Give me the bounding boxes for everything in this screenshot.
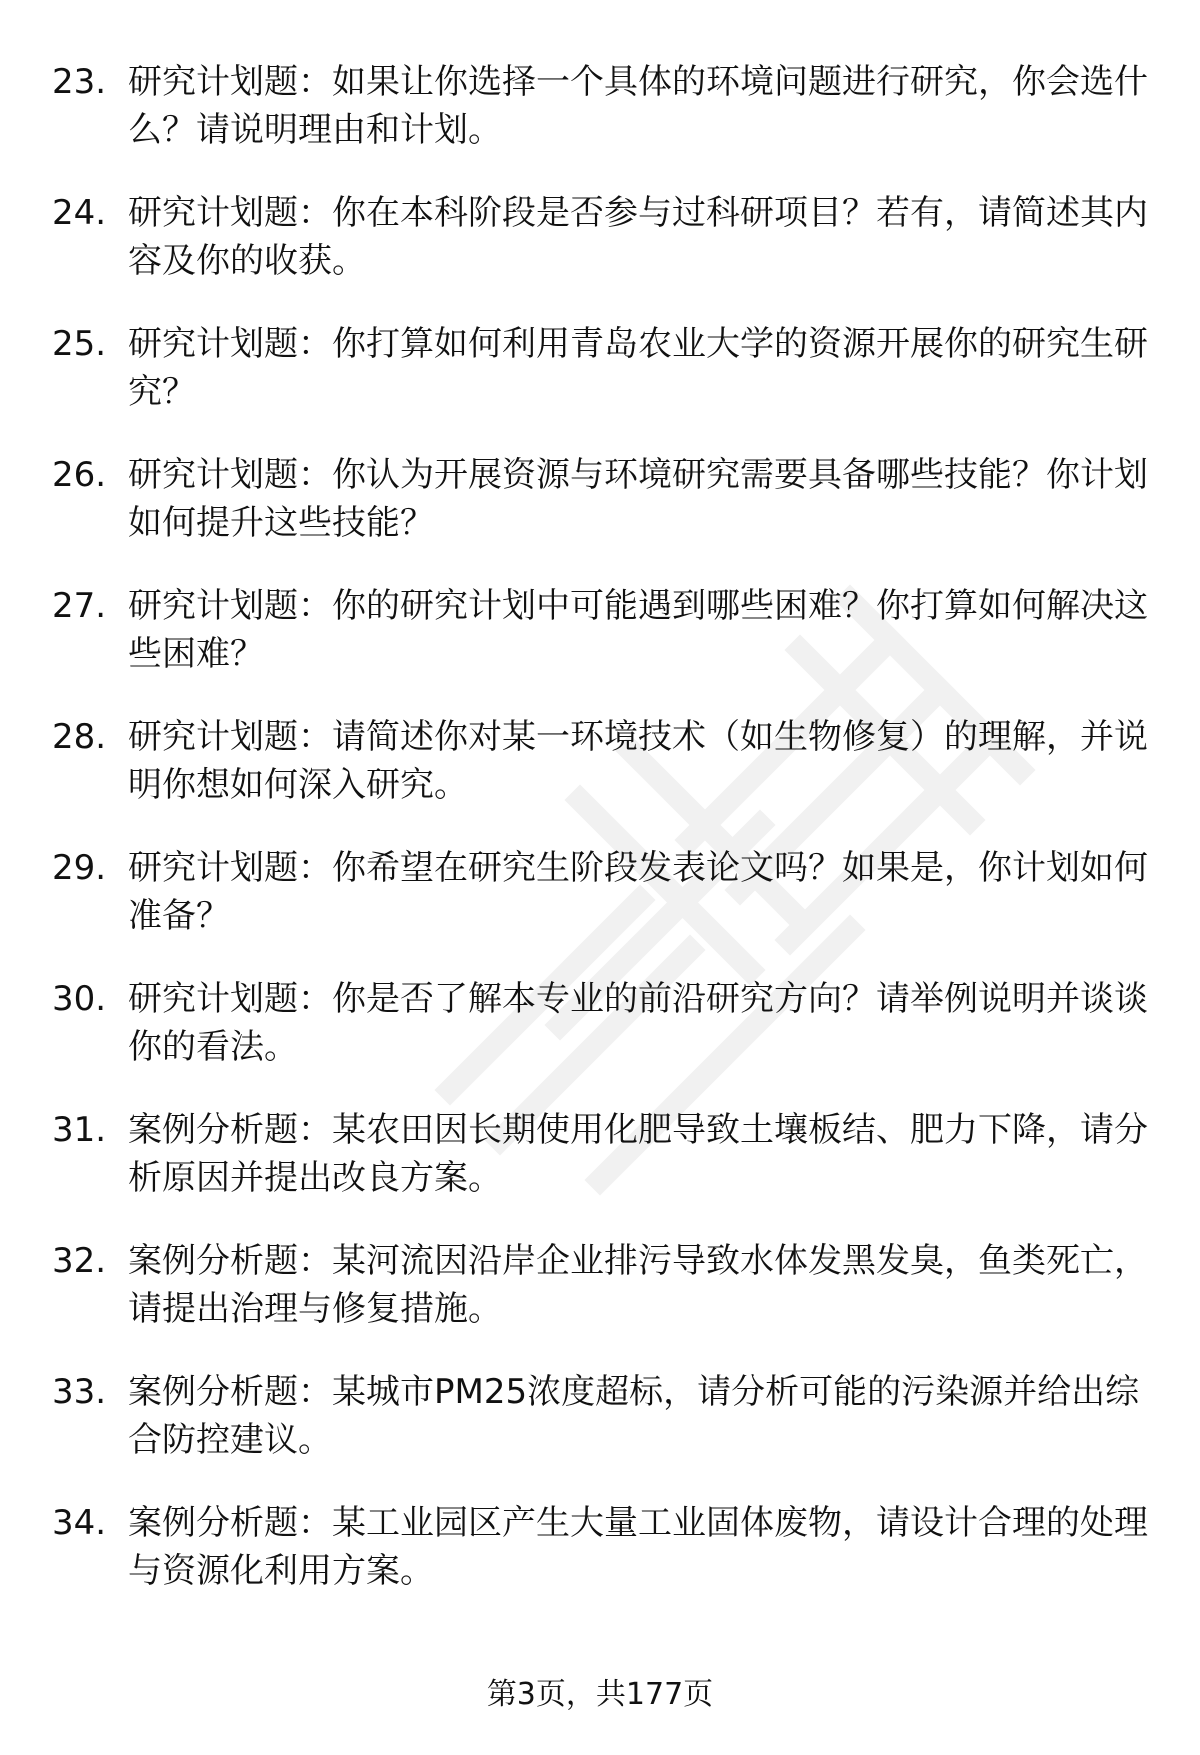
question-item	[52, 1237, 1152, 1368]
question-text: 研究计划题：你在本科阶段是否参与过科研项目？若有，请简述其内容及你的收获。	[128, 193, 1148, 281]
question-item	[52, 713, 1152, 844]
question-list	[52, 58, 1152, 1630]
question-text: 研究计划题：你打算如何利用青岛农业大学的资源开展你的研究生研究？	[128, 324, 1148, 412]
question-number: 32.	[52, 1241, 107, 1281]
question-item	[52, 975, 1152, 1106]
question-text: 研究计划题：你认为开展资源与环境研究需要具备哪些技能？你计划如何提升这些技能？	[128, 455, 1148, 543]
question-item	[52, 189, 1152, 320]
question-number: 30.	[52, 979, 107, 1019]
question-number: 29.	[52, 848, 107, 888]
question-text: 研究计划题：请简述你对某一环境技术（如生物修复）的理解，并说明你想如何深入研究。	[128, 717, 1148, 805]
question-text: 研究计划题：你希望在研究生阶段发表论文吗？如果是，你计划如何准备？	[128, 848, 1148, 936]
question-number: 27.	[52, 586, 107, 626]
question-item	[52, 320, 1152, 451]
question-text: 案例分析题：某农田因长期使用化肥导致土壤板结、肥力下降，请分析原因并提出改良方案。	[128, 1110, 1148, 1198]
question-item	[52, 451, 1152, 582]
question-number: 23.	[52, 62, 107, 102]
question-item	[52, 844, 1152, 975]
question-item	[52, 1368, 1152, 1499]
question-number: 33.	[52, 1372, 107, 1412]
question-text: 案例分析题：某城市PM25浓度超标，请分析可能的污染源并给出综合防控建议。	[128, 1372, 1140, 1460]
question-text: 研究计划题：你的研究计划中可能遇到哪些困难？你打算如何解决这些困难？	[128, 586, 1148, 674]
question-text: 案例分析题：某工业园区产生大量工业固体废物，请设计合理的处理与资源化利用方案。	[128, 1503, 1148, 1591]
question-text: 研究计划题：你是否了解本专业的前沿研究方向？请举例说明并谈谈你的看法。	[128, 979, 1148, 1067]
question-number: 34.	[52, 1503, 107, 1543]
question-item	[52, 1499, 1152, 1630]
question-item	[52, 582, 1152, 713]
question-text: 案例分析题：某河流因沿岸企业排污导致水体发黑发臭，鱼类死亡，请提出治理与修复措施。	[128, 1241, 1148, 1329]
question-number: 24.	[52, 193, 107, 233]
question-number: 28.	[52, 717, 107, 757]
question-number: 26.	[52, 455, 107, 495]
question-text: 研究计划题：如果让你选择一个具体的环境问题进行研究，你会选什么？请说明理由和计划。	[128, 62, 1148, 150]
question-number: 25.	[52, 324, 107, 364]
question-item	[52, 58, 1152, 189]
question-item	[52, 1106, 1152, 1237]
page-number: 第3页，共177页	[486, 1677, 714, 1712]
question-number: 31.	[52, 1110, 107, 1150]
